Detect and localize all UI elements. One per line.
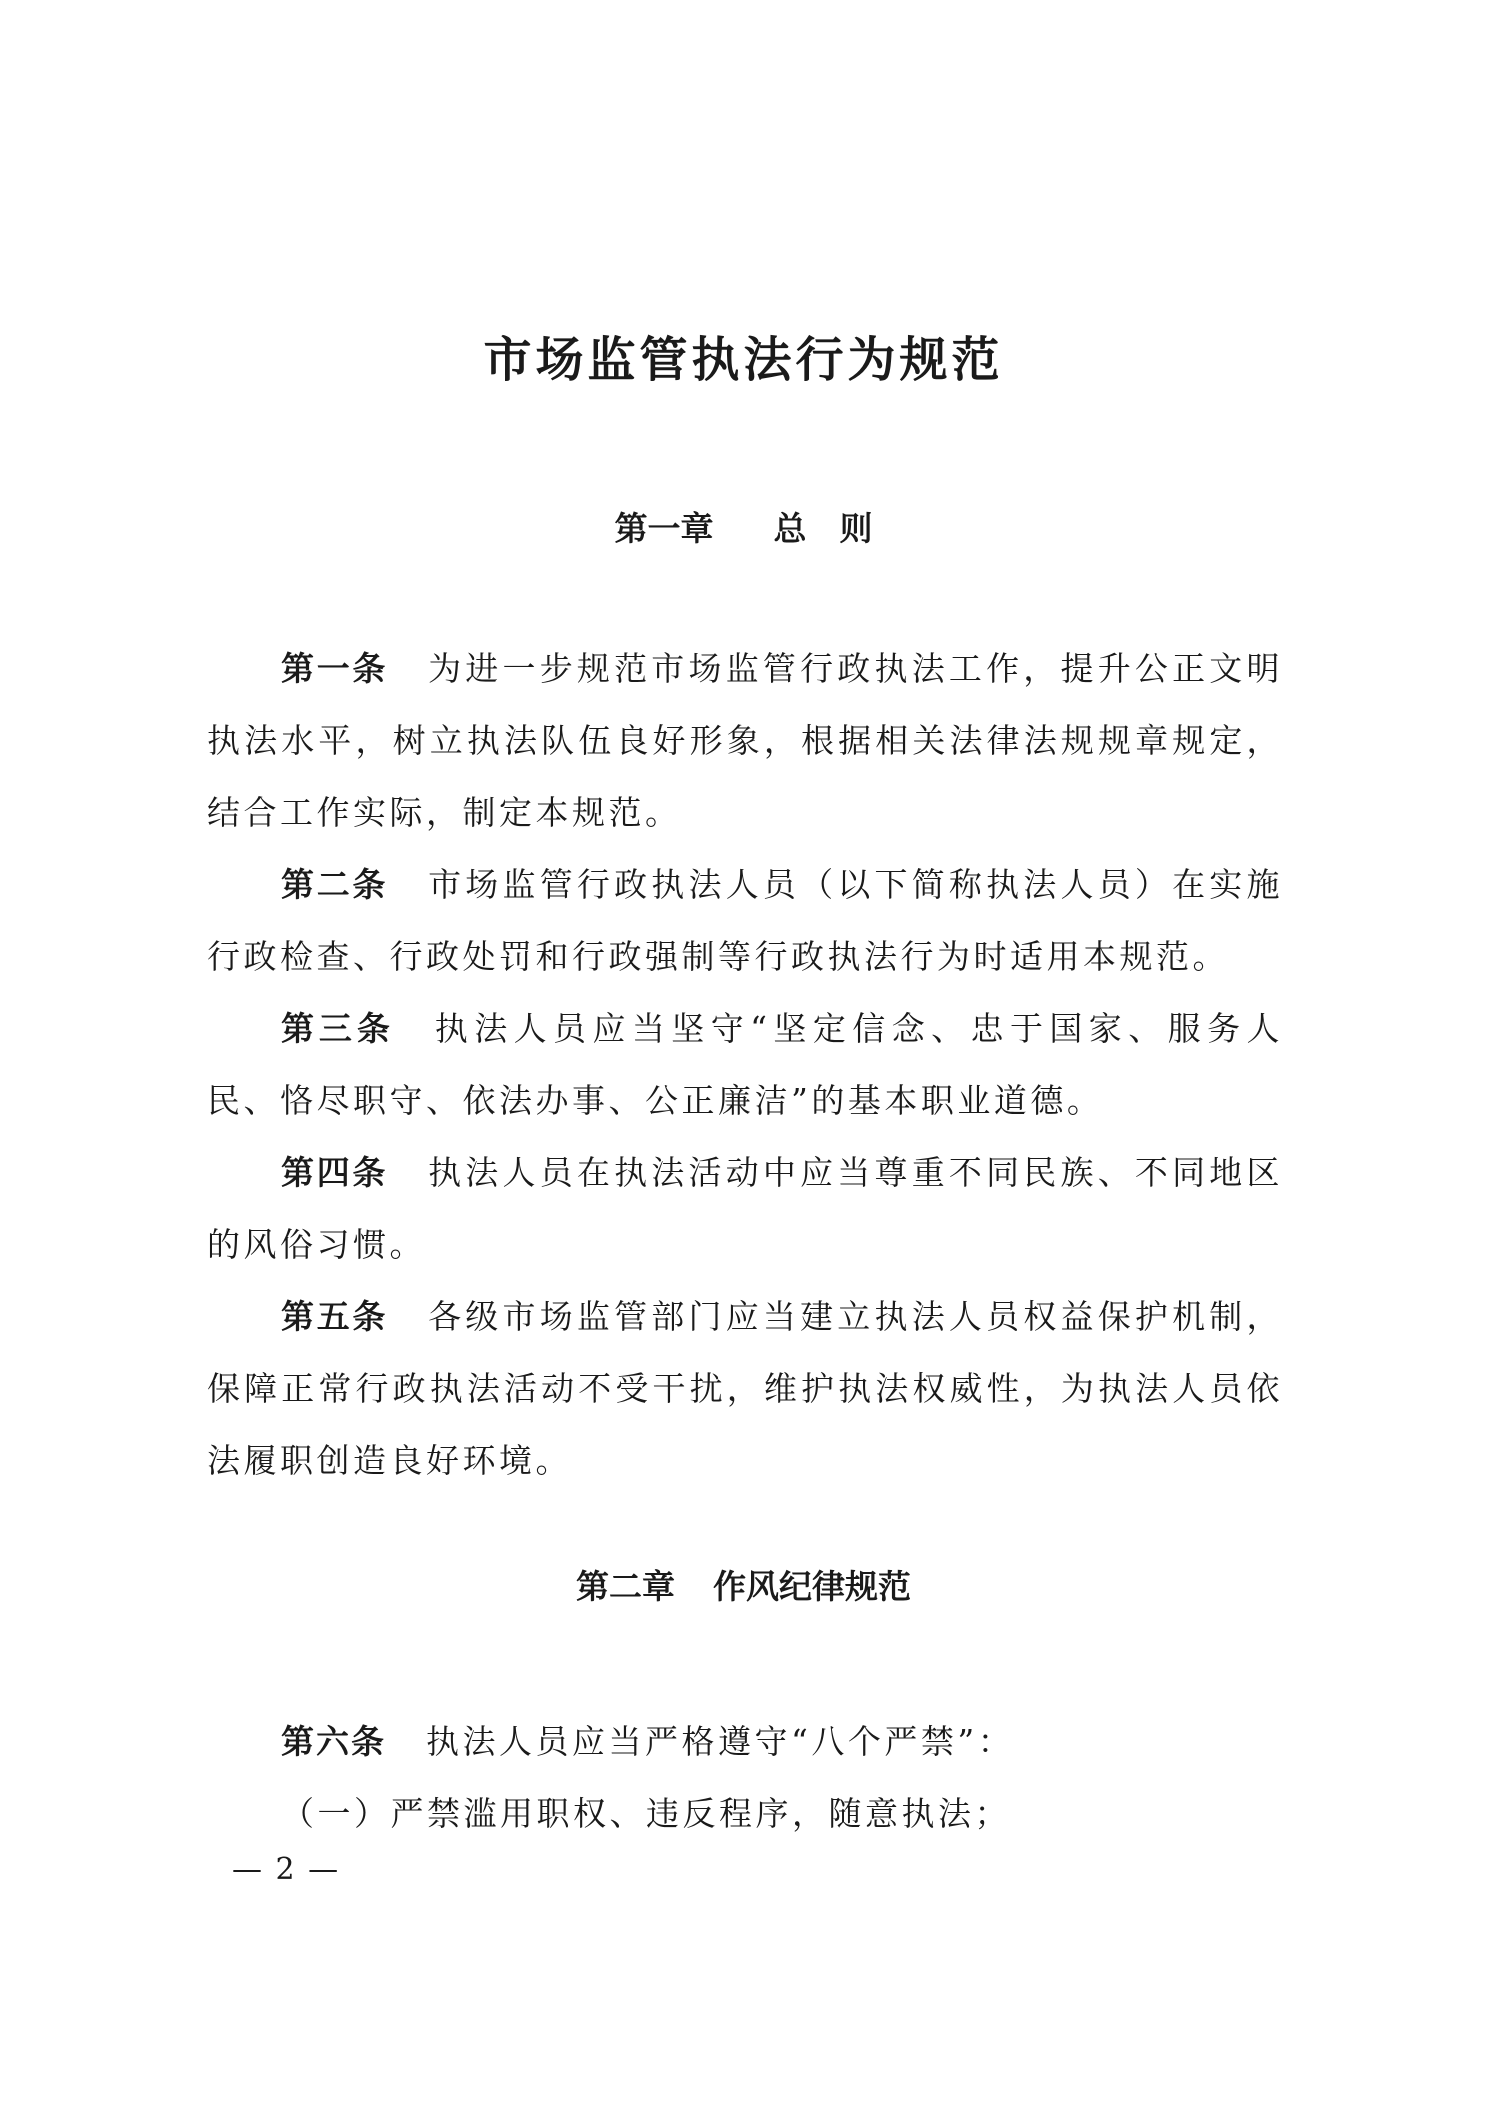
- list-item: （一）严禁滥用职权、违反程序，随意执法；: [281, 1794, 1011, 1833]
- article-number: 第二条: [281, 865, 389, 904]
- article-text: 执法人员应当严格遵守“八个严禁”：: [426, 1722, 1015, 1761]
- article-text: 市场监管行政执法人员（以下简称执法人员）在实施行政检查、行政处罚和行政强制等行政执法行为时适用本规范。: [207, 865, 1284, 976]
- document-title: 市场监管执法行为规范: [483, 332, 1004, 388]
- article-number: 第六条: [281, 1722, 386, 1761]
- article-text: 各级市场监管部门应当建立执法人员权益保护机制，保障正常行政执法活动不受干扰，维护执法权威性，为执法人员依法履职创造良好环境。: [207, 1297, 1284, 1480]
- article-6: [207, 1706, 1283, 1778]
- page-number: — 2 —: [232, 1852, 341, 1887]
- article-text: 执法人员应当坚守“坚定信念、忠于国家、服务人民、恪尽职守、依法办事、公正廉洁”的基本职业道德。: [207, 1009, 1283, 1120]
- chapter-number: 第二章: [576, 1567, 675, 1606]
- article-2: [207, 849, 1283, 993]
- article-number: 第三条: [281, 1009, 395, 1048]
- chapter-title: 作风纪律规范: [713, 1567, 911, 1606]
- article-number: 第一条: [281, 649, 389, 688]
- article-5: [207, 1281, 1283, 1497]
- article-4: [207, 1137, 1283, 1281]
- article-number: 第五条: [281, 1297, 389, 1336]
- article-number: 第四条: [281, 1153, 389, 1192]
- article-1: [207, 633, 1283, 849]
- article-text: 执法人员在执法活动中应当尊重不同民族、不同地区的风俗习惯。: [207, 1153, 1284, 1264]
- chapter-number: 第一章: [614, 509, 714, 548]
- article-3: [207, 993, 1283, 1137]
- chapter-heading-2: [0, 1565, 1487, 1609]
- chapter-heading-1: [0, 507, 1487, 551]
- chapter-title: 总 则: [773, 509, 873, 548]
- article-text: 为进一步规范市场监管行政执法工作，提升公正文明执法水平，树立执法队伍良好形象，根据相关法律法规规章规定，结合工作实际，制定本规范。: [207, 649, 1284, 832]
